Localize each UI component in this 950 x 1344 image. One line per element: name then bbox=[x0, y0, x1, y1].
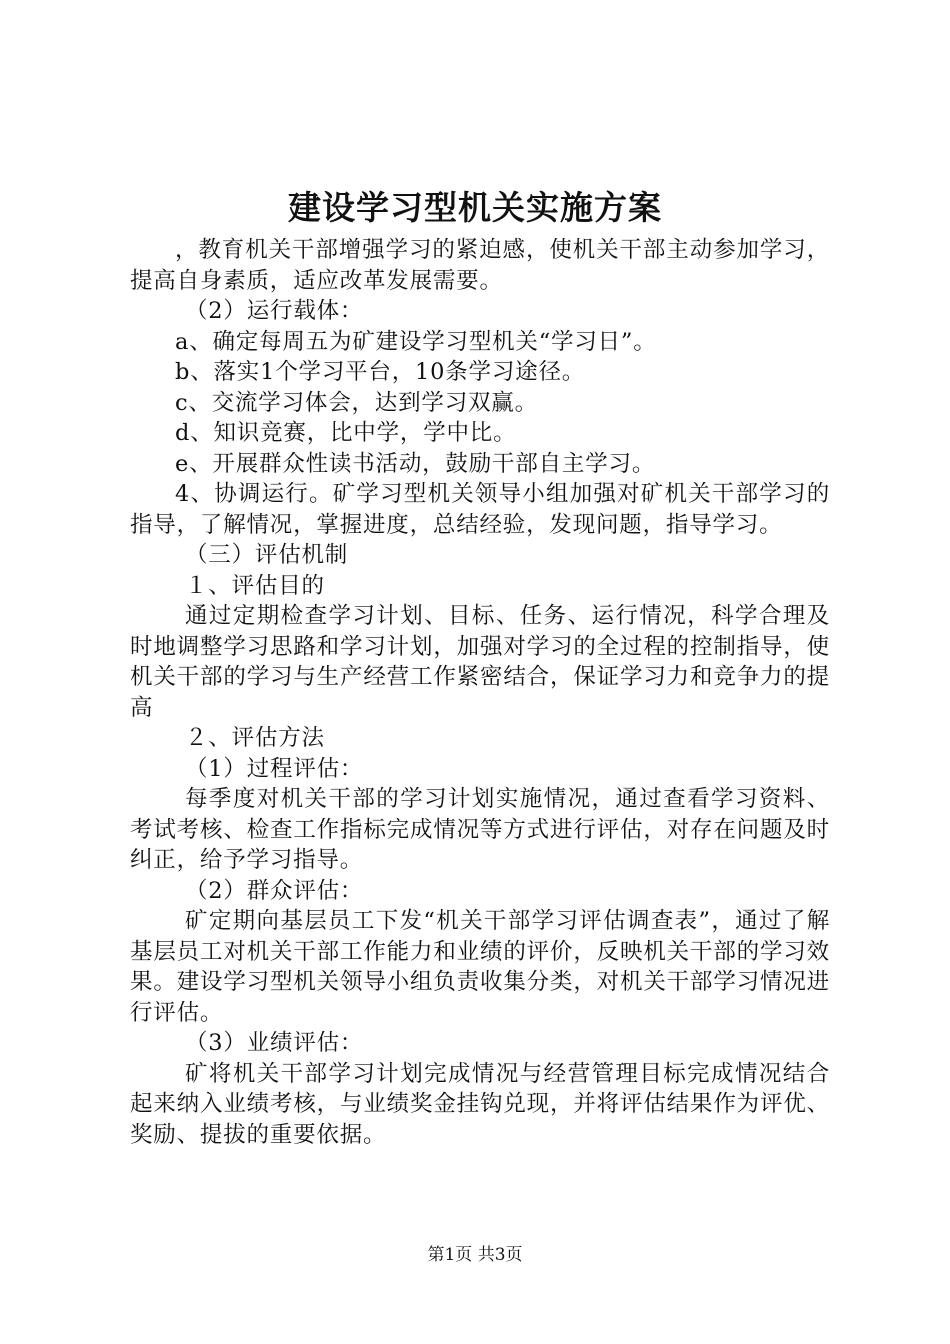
list-item: b、落实1个学习平台，10条学习途径。 bbox=[175, 359, 586, 385]
paragraph: 每季度对机关干部的学习计划实施情况，通过查看学习资料、考试考核、检查工作指标完成情况等方式进行评估，对存在问题及时纠正，给予学习指导。 bbox=[130, 786, 830, 873]
list-item: e、开展群众性读书活动，鼓励干部自主学习。 bbox=[175, 450, 656, 477]
section-heading: （三）评估机制 bbox=[185, 542, 349, 568]
document-body bbox=[130, 235, 830, 1150]
page-footer: 第1页 共3页 bbox=[427, 1245, 523, 1265]
subsection-heading: １、评估目的 bbox=[185, 572, 325, 599]
subsection-heading: ２、评估方法 bbox=[185, 725, 325, 751]
list-item: c、交流学习体会，达到学习双赢。 bbox=[175, 389, 538, 416]
paragraph: 通过定期检查学习计划、目标、任务、运行情况，科学合理及时地调整学习思路和学习计划，加强对学习的全过程的控制指导，使机关干部的学习与生产经营工作紧密结合，保证学习力和竞争力的提高 bbox=[130, 603, 830, 721]
paragraph: 矿定期向基层员工下发“机关干部学习评估调查表”，通过了解基层员工对机关干部工作能力和业绩的评价，反映机关干部的学习效果。建设学习型机关领导小组负责收集分类，对机关干部学习情况进行评估。 bbox=[130, 908, 830, 1026]
paragraph: ，教育机关干部增强学习的紧迫感，使机关干部主动参加学习，提高自身素质，适应改革发展需要。 bbox=[130, 237, 830, 294]
paragraph: 矿将机关干部学习计划完成情况与经营管理目标完成情况结合起来纳入业绩考核，与业绩奖金挂钩兑现，并将评估结果作为评优、奖励、提拔的重要依据。 bbox=[130, 1060, 830, 1148]
paragraph-heading: （2）运行载体： bbox=[185, 298, 364, 324]
paragraph: 4、协调运行。矿学习型机关领导小组加强对矿机关干部学习的指导，了解情况，掌握进度，总结经验，发现问题，指导学习。 bbox=[130, 481, 830, 538]
document-title: 建设学习型机关实施方案 bbox=[288, 188, 662, 227]
list-item: a、确定每周五为矿建设学习型机关“学习日”。 bbox=[175, 328, 657, 355]
paragraph-heading: （3）业绩评估： bbox=[185, 1030, 364, 1056]
paragraph-heading: （2）群众评估： bbox=[185, 877, 364, 904]
paragraph-heading: （1）过程评估： bbox=[185, 755, 364, 782]
list-item: d、知识竞赛，比中学，学中比。 bbox=[175, 420, 517, 446]
